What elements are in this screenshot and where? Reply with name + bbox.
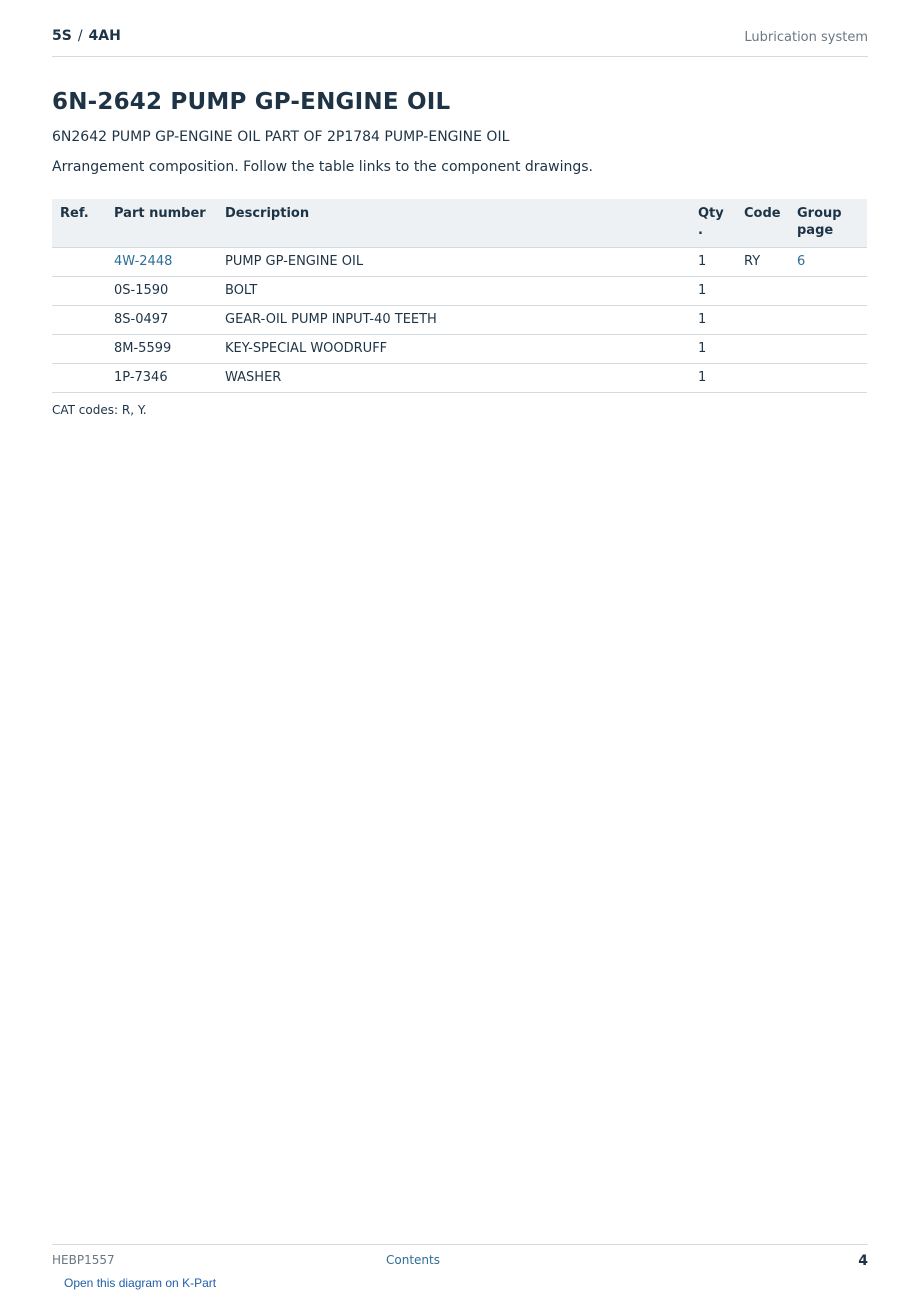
header-code: Code — [736, 199, 789, 248]
cell-code: RY — [736, 248, 789, 277]
cell-qty: 1 — [690, 306, 736, 335]
header-description: Description — [217, 199, 690, 248]
header-part-number: Part number — [106, 199, 217, 248]
page-number: 4 — [858, 1253, 868, 1269]
page-subtitle: 6N2642 PUMP GP-ENGINE OIL PART OF 2P1784 PUMP-ENGINE OIL — [52, 129, 510, 145]
breadcrumb-item-model: 5S — [52, 28, 72, 44]
cell-part-number: 8S-0497 — [106, 306, 217, 335]
cat-codes-note: CAT codes: R, Y. — [52, 403, 147, 417]
cell-ref — [52, 364, 106, 393]
header-ref: Ref. — [52, 199, 106, 248]
intro-text: Arrangement composition. Follow the table links to the component drawings. — [52, 159, 593, 175]
cell-description: GEAR-OIL PUMP INPUT-40 TEETH — [217, 306, 690, 335]
cell-group-page — [789, 335, 867, 364]
page-title: 6N-2642 PUMP GP-ENGINE OIL — [52, 89, 451, 115]
cell-part-number: 8M-5599 — [106, 335, 217, 364]
section-name: Lubrication system — [744, 30, 868, 45]
table-row — [52, 277, 867, 306]
cell-code — [736, 306, 789, 335]
cell-ref — [52, 277, 106, 306]
header-qty-label: Qty — [698, 206, 724, 221]
table-row — [52, 306, 867, 335]
breadcrumb — [52, 28, 121, 44]
parts-table — [52, 199, 867, 393]
cell-description: KEY-SPECIAL WOODRUFF — [217, 335, 690, 364]
cell-code — [736, 335, 789, 364]
cell-qty: 1 — [690, 248, 736, 277]
header-qty-mark: . — [698, 223, 703, 238]
document-id: HEBP1557 — [52, 1253, 115, 1267]
header-qty — [690, 199, 736, 248]
cell-group-page — [789, 364, 867, 393]
cell-part-number: 1P-7346 — [106, 364, 217, 393]
open-kpart-link[interactable]: Open this diagram on K-Part — [64, 1276, 217, 1290]
cell-ref — [52, 248, 106, 277]
cell-description: BOLT — [217, 277, 690, 306]
table-header-row — [52, 199, 867, 248]
breadcrumb-item-serial: 4AH — [88, 28, 121, 44]
cell-code — [736, 277, 789, 306]
cell-code — [736, 364, 789, 393]
cell-description: WASHER — [217, 364, 690, 393]
part-number-link[interactable]: 4W-2448 — [114, 254, 173, 269]
cell-part-number: 0S-1590 — [106, 277, 217, 306]
cell-qty: 1 — [690, 335, 736, 364]
cell-group-page — [789, 306, 867, 335]
group-page-link[interactable]: 6 — [797, 254, 806, 269]
cell-description: PUMP GP-ENGINE OIL — [217, 248, 690, 277]
cell-qty: 1 — [690, 277, 736, 306]
cell-qty: 1 — [690, 364, 736, 393]
contents-link[interactable]: Contents — [386, 1253, 440, 1267]
table-row — [52, 364, 867, 393]
cell-group-page — [789, 277, 867, 306]
breadcrumb-separator: / — [77, 28, 83, 44]
table-row — [52, 248, 867, 277]
cell-ref — [52, 335, 106, 364]
table-row — [52, 335, 867, 364]
page-header — [52, 28, 868, 57]
page-footer — [52, 1244, 868, 1275]
header-group-page: Group page — [789, 199, 867, 248]
cell-ref — [52, 306, 106, 335]
